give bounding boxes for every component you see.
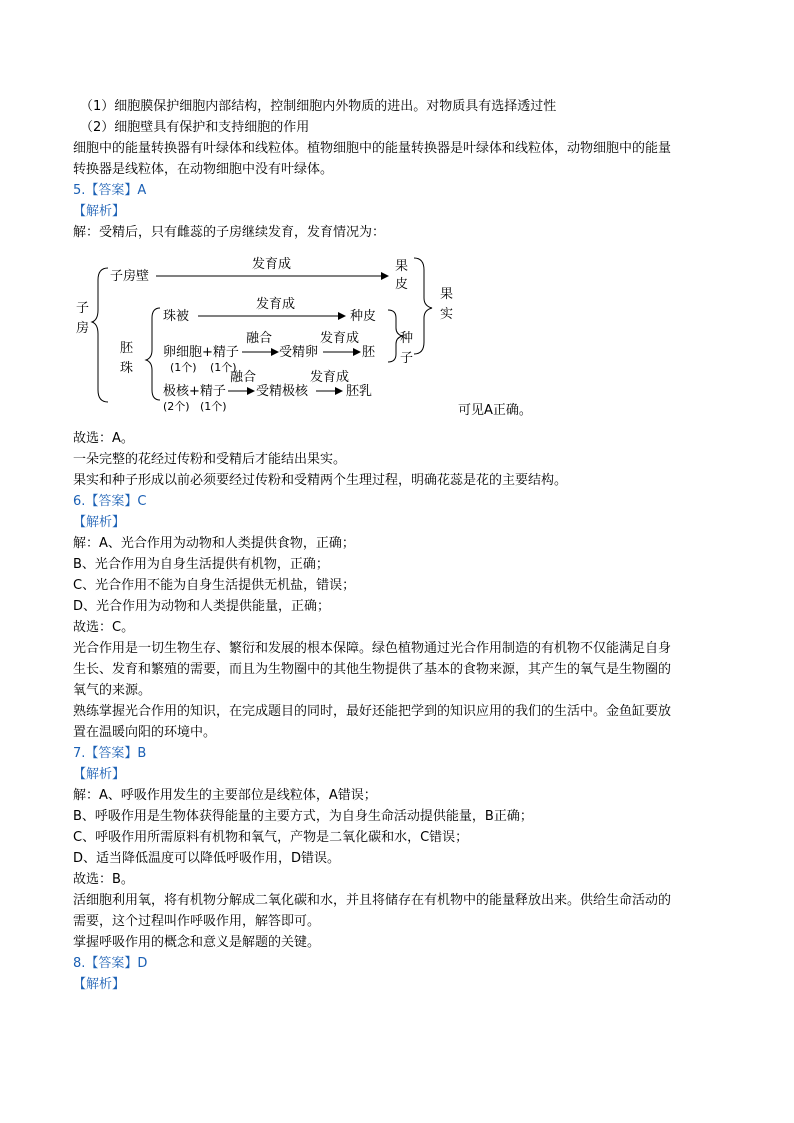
text-line: D、光合作用为动物和人类提供能量，正确； bbox=[73, 599, 331, 614]
label-fayucheng-4: 发育成 bbox=[310, 370, 350, 385]
label-fayucheng-2: 发育成 bbox=[256, 297, 296, 312]
label-peiru: 胚乳 bbox=[346, 384, 373, 399]
answer-heading-6: 6.【答案】C bbox=[73, 494, 147, 509]
text-line: 解：A、光合作用为动物和人类提供食物，正确； bbox=[73, 536, 355, 551]
text-line: B、光合作用为自身生活提供有机物，正确； bbox=[73, 557, 329, 572]
answer-heading-8: 8.【答案】D bbox=[73, 956, 148, 971]
conclusion-text: 可见A正确。 bbox=[458, 403, 532, 418]
text-line: 光合作用是一切生物生存、繁衍和发展的根本保障。绿色植物通过光合作用制造的有机物不仅能满足自身 bbox=[73, 641, 672, 656]
label-count-1a: (1个) bbox=[170, 361, 197, 374]
analysis-heading-8: 【解析】 bbox=[73, 977, 126, 992]
answer-heading-5: 5.【答案】A bbox=[73, 183, 147, 198]
label-shoujingjihe: 受精极核 bbox=[256, 384, 309, 399]
text-line: （2）细胞壁具有保护和支持细胞的作用 bbox=[80, 120, 310, 135]
text-line: 故选：B。 bbox=[73, 872, 134, 887]
text-line: D、适当降低温度可以降低呼吸作用，D错误。 bbox=[73, 851, 341, 866]
label-peizhu-2: 珠 bbox=[120, 361, 134, 376]
text-line: 掌握呼吸作用的概念和意义是解题的关键。 bbox=[73, 935, 321, 950]
label-fayucheng-1: 发育成 bbox=[252, 257, 292, 272]
label-count-2b: (1个) bbox=[200, 400, 227, 413]
label-guopi-2: 皮 bbox=[395, 277, 409, 292]
label-guopi-1: 果 bbox=[395, 259, 409, 274]
label-zhongzi-1: 种 bbox=[400, 331, 414, 346]
label-zhongzi-2: 子 bbox=[400, 351, 414, 366]
text-line: 解：A、呼吸作用发生的主要部位是线粒体，A错误； bbox=[73, 788, 377, 803]
label-peizhu-1: 胚 bbox=[120, 341, 134, 356]
text-line: 活细胞利用氧，将有机物分解成二氧化碳和水，并且将储存在有机物中的能量释放出来。供给生命活动的 bbox=[73, 893, 672, 908]
label-count-1b: (1个) bbox=[210, 361, 237, 374]
text-line: 置在温暖向阳的环境中。 bbox=[73, 725, 217, 740]
label-zhongpi: 种皮 bbox=[350, 309, 377, 324]
label-zhubei: 珠被 bbox=[163, 309, 190, 324]
label-zifang-1: 子 bbox=[76, 301, 90, 316]
answer-heading-7: 7.【答案】B bbox=[73, 746, 147, 761]
label-fayucheng-3: 发育成 bbox=[320, 331, 360, 346]
label-shoujingluan: 受精卵 bbox=[279, 345, 319, 360]
text-line: 一朵完整的花经过传粉和受精后才能结出果实。 bbox=[73, 452, 347, 467]
text-line: C、呼吸作用所需原料有机物和氧气，产物是二氧化碳和水，C错误； bbox=[73, 830, 469, 845]
text-line: 细胞中的能量转换器有叶绿体和线粒体。植物细胞中的能量转换器是叶绿体和线粒体，动物细胞中的能量 bbox=[73, 141, 672, 156]
text-line: C、光合作用不能为自身生活提供无机盐，错误； bbox=[73, 578, 356, 593]
text-line: 熟练掌握光合作用的知识，在完成题目的同时，最好还能把学到的知识应用的我们的生活中。金鱼缸要放 bbox=[73, 704, 672, 719]
analysis-heading-5: 【解析】 bbox=[73, 204, 126, 219]
text-line: （1）细胞膜保护细胞内部结构，控制细胞内外物质的进出。对物质具有选择透过性 bbox=[80, 99, 557, 114]
label-zifangbi: 子房壁 bbox=[110, 269, 150, 284]
label-ronghe-2: 融合 bbox=[230, 370, 257, 385]
text-line: 需要，这个过程叫作呼吸作用，解答即可。 bbox=[73, 914, 321, 929]
label-luanxibao: 卵细胞+精子 bbox=[163, 345, 239, 360]
analysis-heading-6: 【解析】 bbox=[73, 515, 126, 530]
label-zifang-2: 房 bbox=[76, 321, 90, 336]
text-line: 故选：C。 bbox=[73, 620, 135, 635]
label-count-2a: (2个) bbox=[163, 400, 190, 413]
text-line: 果实和种子形成以前必须要经过传粉和受精两个生理过程，明确花蕊是花的主要结构。 bbox=[73, 473, 568, 488]
label-guoshi-1: 果 bbox=[440, 287, 454, 302]
fruit-development-diagram bbox=[70, 250, 470, 420]
text-line: 故选：A。 bbox=[73, 431, 134, 446]
text-line: 转换器是线粒体，在动物细胞中没有叶绿体。 bbox=[73, 162, 334, 177]
text-line: B、呼吸作用是生物体获得能量的主要方式，为自身生命活动提供能量，B正确； bbox=[73, 809, 533, 824]
analysis-heading-7: 【解析】 bbox=[73, 767, 126, 782]
label-ronghe-1: 融合 bbox=[246, 331, 273, 346]
text-line: 生长、发育和繁殖的需要，而且为生物圈中的其他生物提供了基本的食物来源，其产生的氧气是生物圈的 bbox=[73, 662, 672, 677]
text-line: 氧气的来源。 bbox=[73, 683, 152, 698]
label-guoshi-2: 实 bbox=[440, 307, 454, 322]
label-pei: 胚 bbox=[362, 345, 376, 360]
label-jihe: 极核+精子 bbox=[163, 384, 226, 399]
text-line: 解：受精后，只有雌蕊的子房继续发育，发育情况为： bbox=[73, 225, 386, 240]
